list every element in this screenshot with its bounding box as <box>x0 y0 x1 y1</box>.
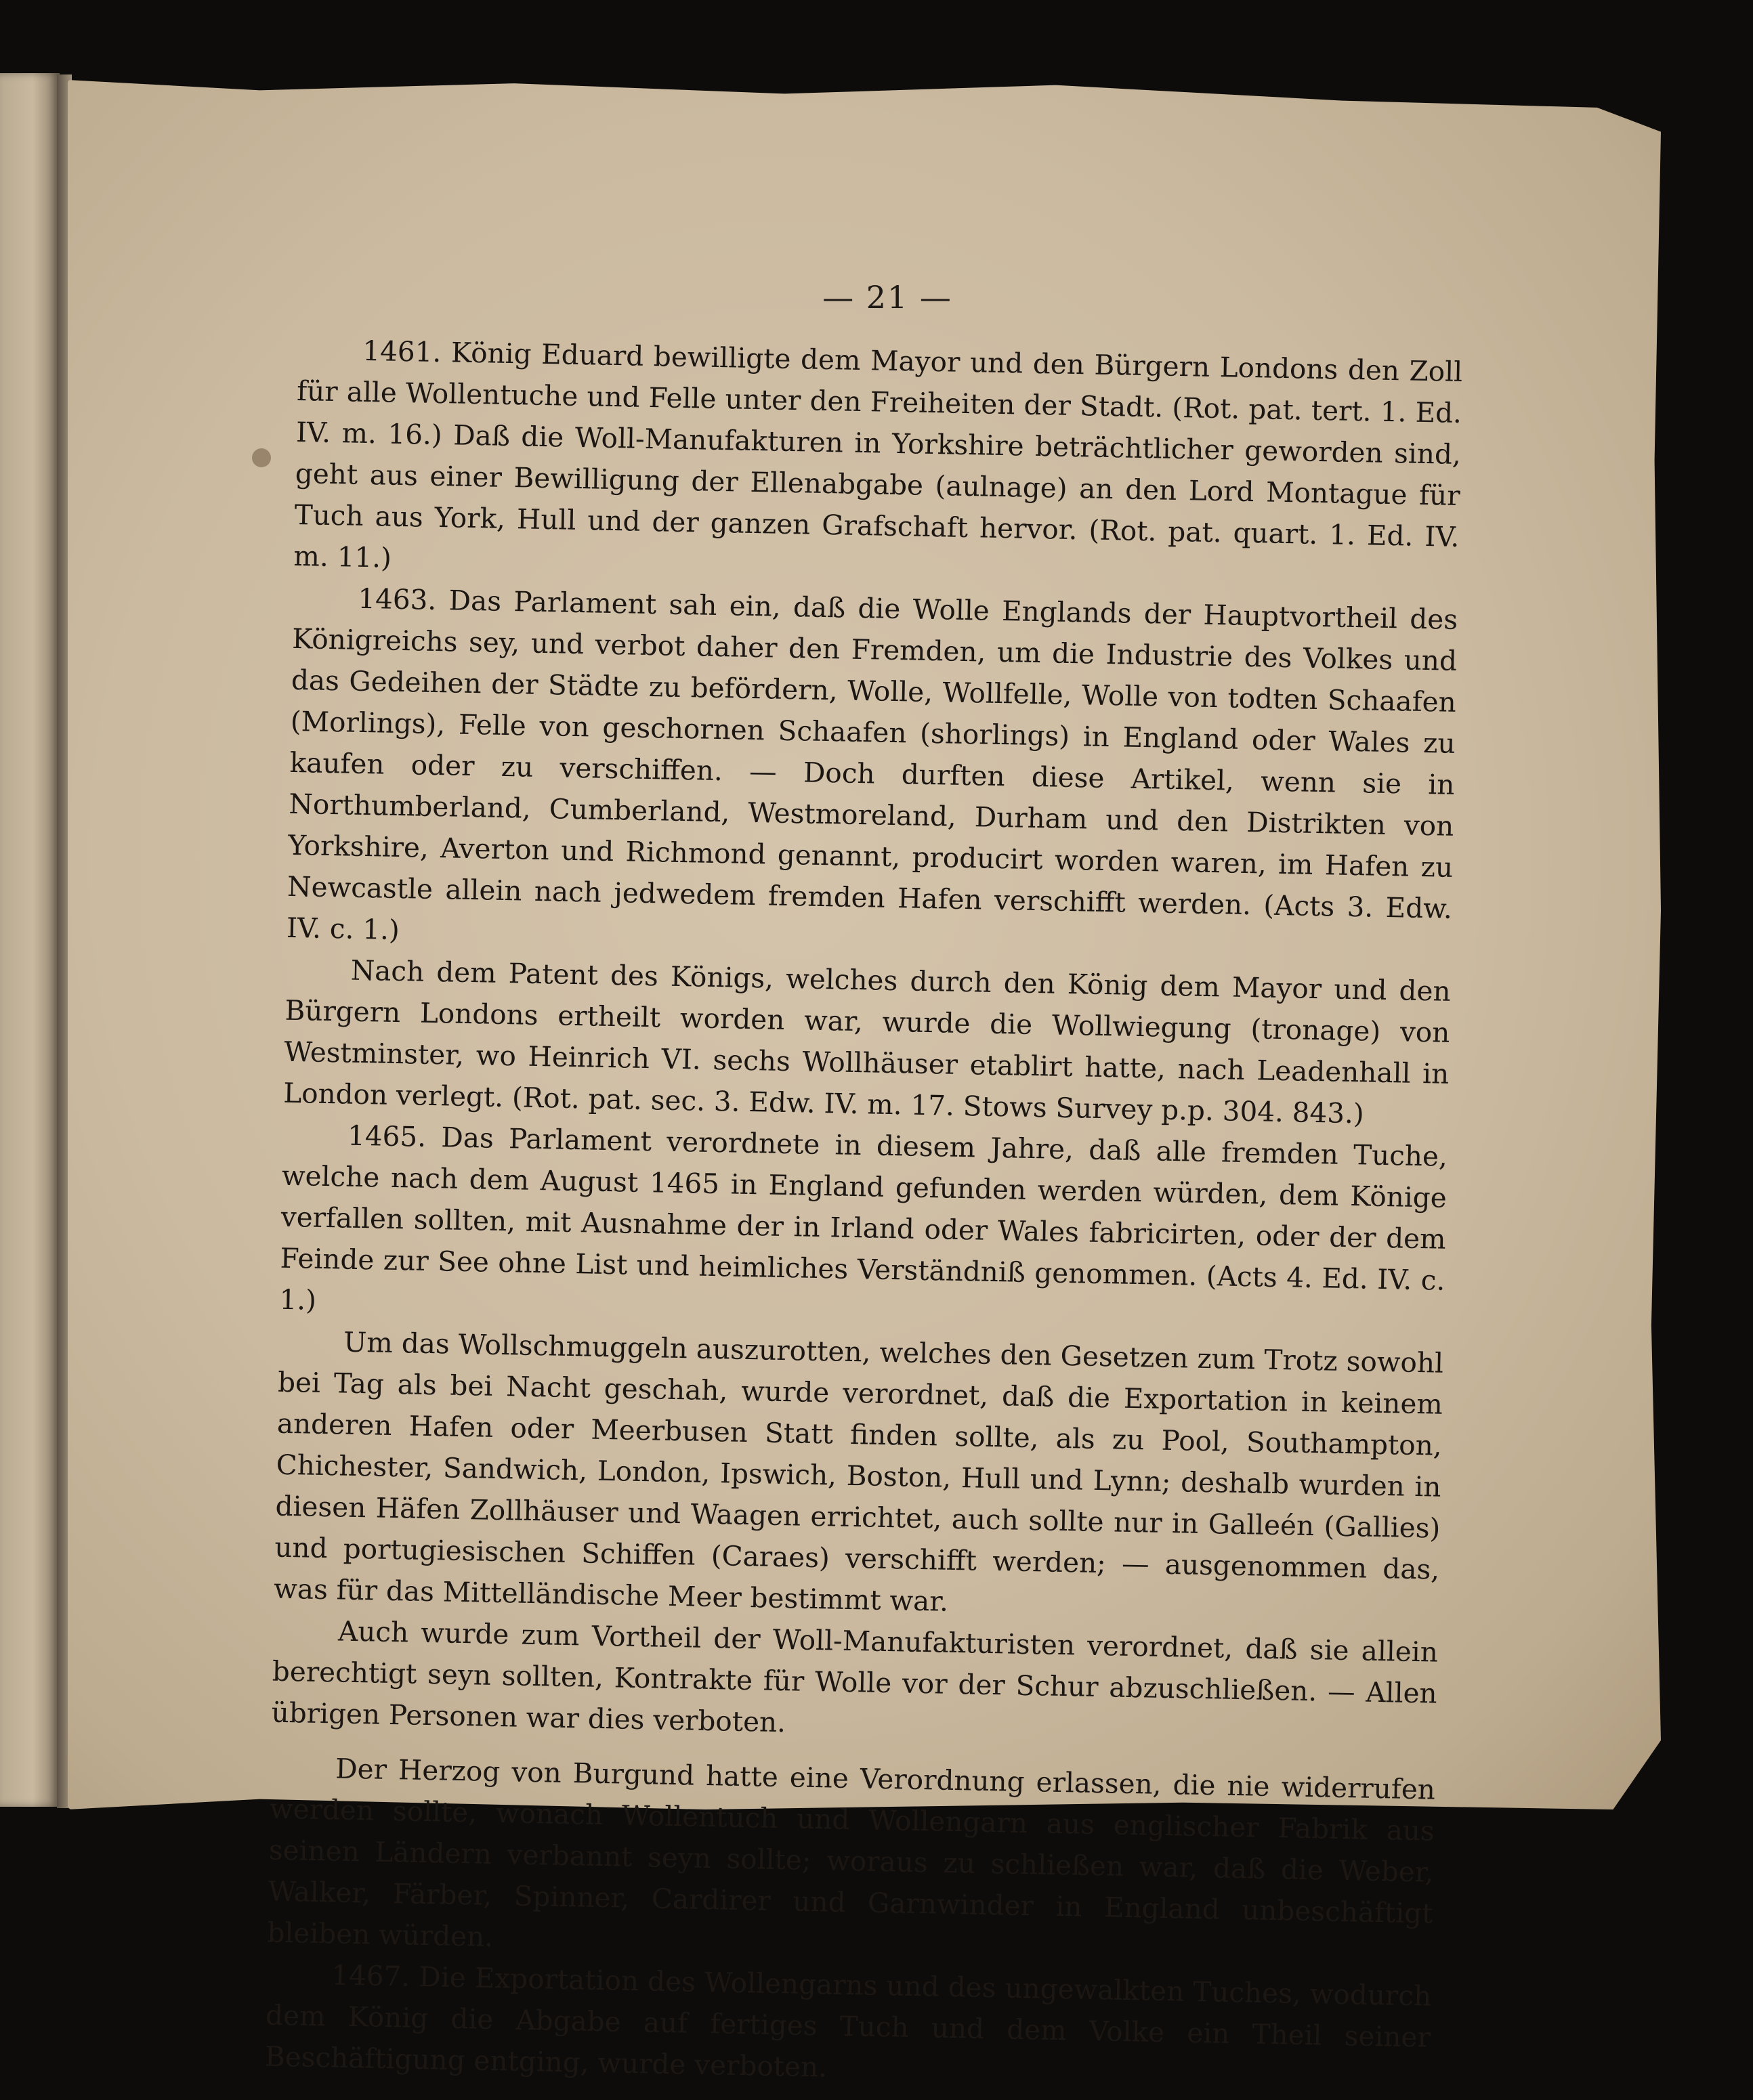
paragraph-1465: 1465. Das Parlament verordnete in diesem Jahre, daß alle fremden Tuche, welche nach dem August 1465 in England gefunden werden würden, dem Könige verfallen sollten, mit Ausnahme der in Irland oder Wales fabricirten, oder der dem Feinde zur See ohne List und heimliches Verständniß genommen. (Acts 4. Ed. IV. c. 1.) <box>279 1119 1448 1316</box>
paragraph-1467: 1467. Die Exportation des Wollengarns und des ungewalkten Tuches, wodurch dem König die Abgabe auf fertiges Tuch und dem Volke ein Theil seiner Beschäftigung entging, wurde verboten. <box>264 1958 1432 2084</box>
paragraph-contracts: Auch wurde zum Vortheil der Woll-Manufakturisten verordnet, daß sie allein berechtigt seyn sollten, Kontrakte für Wolle vor der Schur abzuschließen. — Allen übrigen Personen war dies verboten. <box>271 1614 1439 1739</box>
page-number: — 21 — <box>822 279 952 316</box>
page-stain <box>252 448 271 467</box>
paragraph-1463: 1463. Das Parlament sah ein, daß die Wolle Englands der Hauptvortheil des Königreichs sey, und verbot daher den Fremden, um die Industrie des Volkes und das Gedeihen der Städte zu befördern, Wolle, Wollfelle, Wolle von todten Schaafen (Morlings), Felle von geschornen Schaafen (shorlings) in England oder Wales zu kaufen oder zu verschiffen. — Doch durften diese Artikel, wenn sie in Northumberland, Cumberland, Westmoreland, Durham und den Distrikten von Yorkshire, Averton und Richmond genannt, producirt worden waren, im Hafen zu Newcastle allein nach jedwedem fremden Hafen verschifft werden. (Acts 3. Edw. IV. c. 1.) <box>286 582 1458 947</box>
page-text <box>264 329 1462 2100</box>
paragraph-smuggling: Um das Wollschmuggeln auszurotten, welches den Gesetzen zum Trotz sowohl bei Tag als bei Nacht geschah, wurde verordnet, daß die Exportation in keinem anderen Hafen oder Meerbusen Statt finden sollte, als zu Pool, Southampton, Chichester, Sandwich, London, Ipswich, Boston, Hull und Lynn; deshalb wurden in diesen Häfen Zollhäuser und Waagen errichtet, auch sollte nur in Galleén (Gallies) und portugiesischen Schiffen (Caraes) verschifft werden; — ausgenommen das, was für das Mittelländische Meer bestimmt war. <box>273 1325 1444 1618</box>
paragraph-1461: 1461. König Eduard bewilligte dem Mayor und den Bürgern Londons den Zoll für alle Wollentuche und Felle unter den Freiheiten der Stadt. (Rot. pat. tert. 1. Ed. IV. m. 16.) Daß die Woll-Manufakturen in Yorkshire beträchtlicher geworden sind, geht aus einer Bewilligung der Ellenabgabe (aulnage) an den Lord Montague für Tuch aus York, Hull und der ganzen Grafschaft hervor. (Rot. pat. quart. 1. Ed. IV. m. 11.) <box>293 334 1463 574</box>
paragraph-burgundy: Der Herzog von Burgund hatte eine Verordnung erlassen, die nie widerrufen werden sollte, wonach Wollentuch und Wollengarn aus englischer Fabrik aus seinen Ländern verbannt seyn sollte; woraus zu schließen war, daß die Weber, Walker, Färber, Spinner, Cardirer und Garnwinder in England unbeschäftigt bleiben würden. <box>267 1752 1436 1953</box>
paragraph-patent: Nach dem Patent des Königs, welches durch den König dem Mayor und den Bürgern Londons ertheilt worden war, wurde die Wollwiegung (tronage) von Westminster, wo Heinrich VI. sechs Wollhäuser etablirt hatte, nach Leadenhall in London verlegt. (Rot. pat. sec. 3. Edw. IV. m. 17. Stows Survey p.p. 304. 843.) <box>282 953 1452 1130</box>
left-page-edge <box>0 73 60 1807</box>
